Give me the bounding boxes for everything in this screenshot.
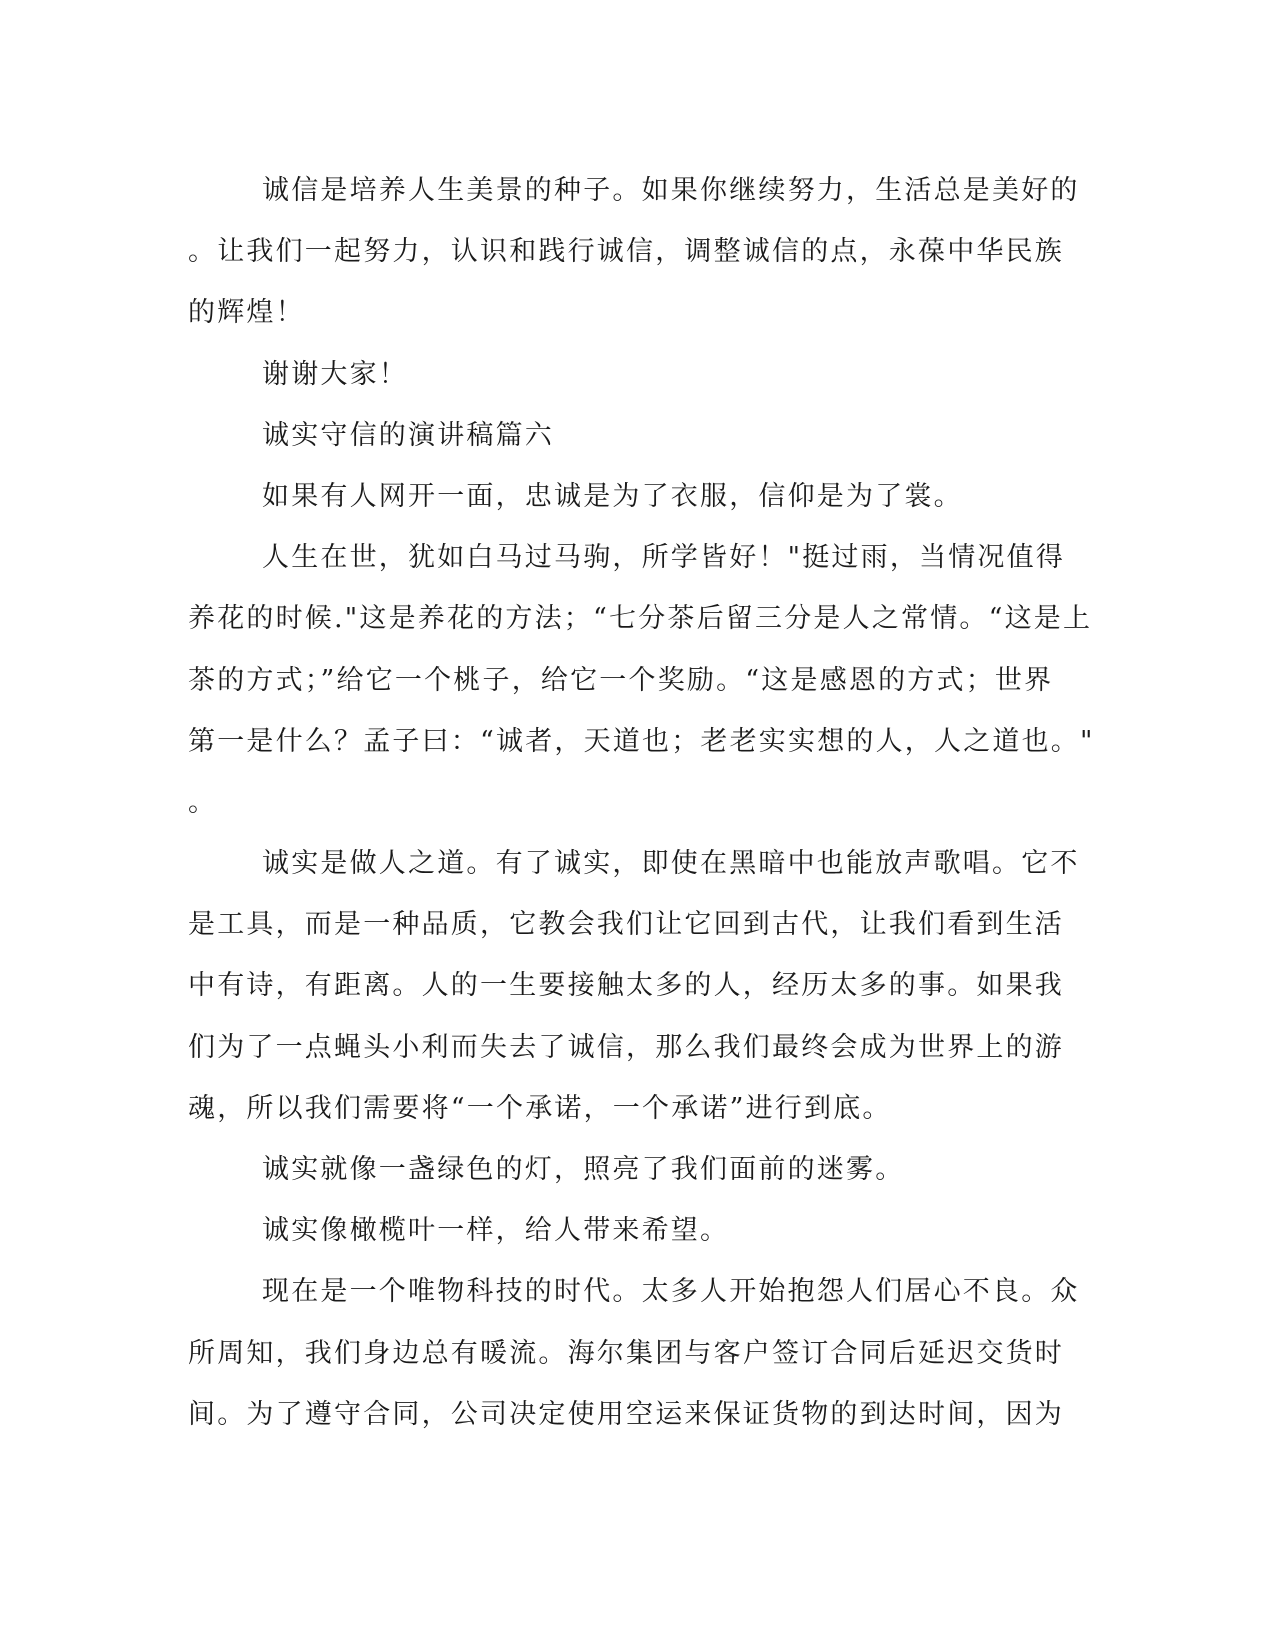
- text-line: 如果有人网开一面，忠诚是为了衣服，信仰是为了裳。: [262, 480, 963, 512]
- text-line: 诚信是培养人生美景的种子。如果你继续努力，生活总是美好的: [262, 175, 1080, 206]
- text-line: 诚实是做人之道。有了诚实，即使在黑暗中也能放声歌唱。它不: [262, 848, 1080, 880]
- text-line: 。: [188, 786, 218, 818]
- text-line: 们为了一点蝇头小利而失去了诚信，那么我们最终会成为世界上的游: [188, 1031, 1064, 1063]
- text-line: 谢谢大家！: [262, 358, 408, 390]
- text-line: 现在是一个唯物科技的时代。太多人开始抱怨人们居心不良。众: [262, 1276, 1080, 1308]
- text-line: 的辉煌！: [188, 297, 305, 329]
- text-line: 人生在世，犹如白马过马驹，所学皆好！"挺过雨，当情况值得: [262, 542, 1066, 574]
- text-line: 养花的时候."这是养花的方法；“七分茶后留三分是人之常情。“这是上: [188, 603, 1093, 635]
- text-line: 第一是什么？孟子曰：“诚者，天道也；老老实实想的人，人之道也。": [188, 725, 1095, 757]
- text-line: 魂，所以我们需要将“一个承诺，一个承诺”进行到底。: [188, 1092, 892, 1124]
- text-line: 茶的方式；”给它一个桃子，给它一个奖励。“这是感恩的方式；世界: [188, 664, 1054, 696]
- text-line: 中有诗，有距离。人的一生要接触太多的人，经历太多的事。如果我: [188, 970, 1064, 1002]
- body-text: [188, 160, 1095, 1445]
- section-heading: 诚实守信的演讲稿篇六: [262, 419, 554, 451]
- text-line: 是工具，而是一种品质，它教会我们让它回到古代，让我们看到生活: [188, 909, 1064, 941]
- text-line: 诚实就像一盏绿色的灯，照亮了我们面前的迷雾。: [262, 1154, 905, 1185]
- text-line: 诚实像橄榄叶一样，给人带来希望。: [262, 1215, 730, 1247]
- text-line: 间。为了遵守合同，公司决定使用空运来保证货物的到达时间，因为: [188, 1398, 1064, 1430]
- text-line: 所周知，我们身边总有暖流。海尔集团与客户签订合同后延迟交货时: [188, 1337, 1064, 1369]
- text-line: 。让我们一起努力，认识和践行诚信，调整诚信的点，永葆中华民族: [188, 236, 1064, 268]
